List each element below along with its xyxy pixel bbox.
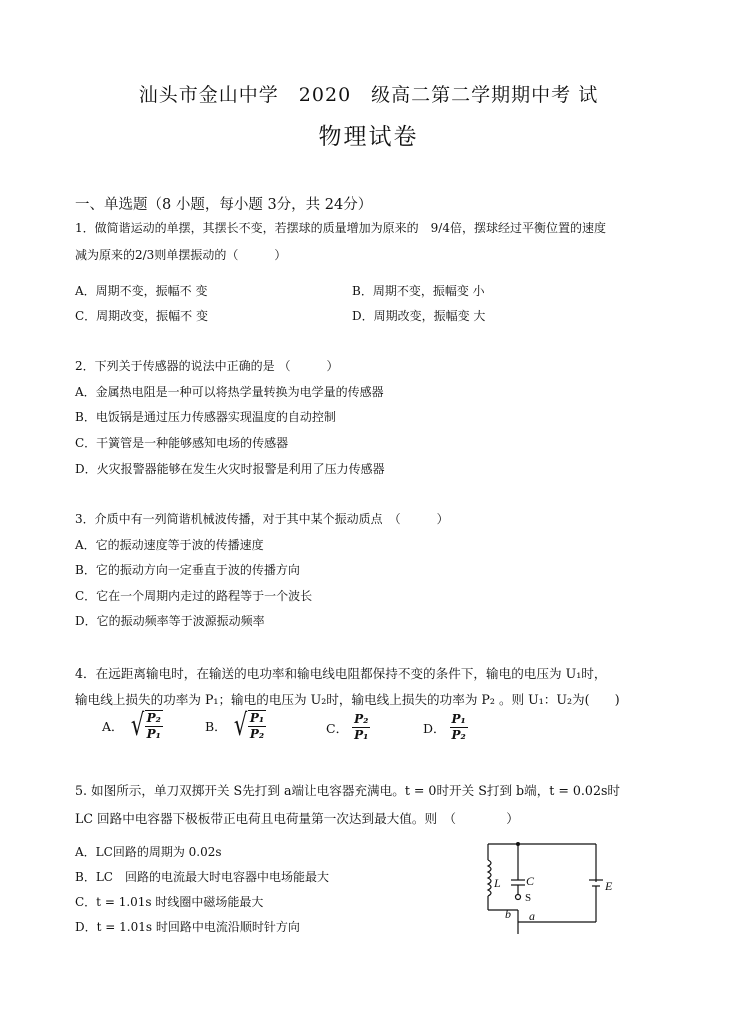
label-S: S (525, 892, 532, 904)
lc-circuit-diagram (478, 838, 618, 938)
q4-c-numerator: P₂ (354, 712, 369, 726)
q4-option-a-label: A． (102, 718, 124, 734)
q2-option-d: D．火灾报警器能够在发生火灾时报警是利用了压力传感器 (75, 462, 385, 476)
q1-stem-line2: 减为原来的2/3则单摆振动的（ ） (75, 248, 287, 262)
q4-option-d (423, 712, 468, 743)
label-L: L (494, 876, 501, 890)
q2-option-a: A．金属热电阻是一种可以将热学量转换为电学量的传感器 (75, 385, 384, 399)
q1-stem-line1: 1．做简谐运动的单摆，其摆长不变，若摆球的质量增加为原来的 9/4倍，摆球经过平衡位置的速度 (75, 221, 606, 235)
q5-option-b: B．LC 回路的电流最大时电容器中电场能最大 (75, 870, 329, 884)
q1-option-b: B．周期不变，振幅变 小 (352, 284, 485, 298)
q3-stem: 3．介质中有一列简谐机械波传播，对于其中某个振动质点 （ ） (75, 512, 449, 526)
label-E: E (605, 879, 613, 893)
q4-stem-line1: 4．在远距离输电时，在输送的电功率和输电线电阻都保持不变的条件下，输电的电压为 U₁时， (75, 666, 607, 681)
q4-option-a (102, 708, 163, 743)
q5-option-c: C．t = 1.01s 时线圈中磁场能最大 (75, 895, 264, 909)
q4-d-denominator: P₂ (451, 728, 466, 742)
q4-option-c (326, 712, 370, 743)
q5-stem-line2: LC 回路中电容器下极板带正电荷且电荷量第一次达到最大值。则 （ ） (75, 811, 519, 826)
q4-c-denominator: P₁ (354, 728, 369, 742)
q4-option-b (205, 708, 266, 743)
label-a: a (529, 909, 535, 923)
exam-title: 汕头市金山中学 2020 级高二第二学期期中考 试 (138, 84, 599, 106)
junction-dot (516, 842, 520, 846)
q5-option-a: A．LC回路的周期为 0.02s (75, 845, 222, 859)
q2-stem: 2．下列关于传感器的说法中正确的是 （ ） (75, 359, 339, 373)
q3-option-a: A．它的振动速度等于波的传播速度 (75, 538, 264, 552)
q4-option-d-label: D． (423, 720, 446, 736)
exam-subtitle: 物理试卷 (318, 124, 419, 150)
q4-option-c-label: C． (326, 720, 349, 736)
q2-option-b: B．电饭锅是通过压力传感器实现温度的自动控制 (75, 410, 336, 424)
sqrt-symbol: √ $\frac{\text{P₁}}{\text{P₂}}$ (233, 708, 265, 743)
q4-d-numerator: P₁ (451, 712, 466, 726)
q4-b-numerator: P₁ (249, 710, 265, 725)
label-C: C (526, 874, 535, 888)
q5-stem-line1: 5. 如图所示，单刀双掷开关 S先打到 a端让电容器充满电。t = 0时开关 S打到 b端，t = 0.02s时 (75, 783, 621, 798)
q5-option-d: D．t = 1.01s 时回路中电流沿顺时针方向 (75, 920, 300, 934)
q1-option-c: C．周期改变，振幅不 变 (75, 309, 208, 323)
q4-a-numerator: P₂ (146, 710, 161, 725)
q4-stem-line2: 输电线上损失的功率为 P₁；输电的电压为 U₂时，输电线上损失的功率为 P₂ 。则 U₁：U₂为( ) (75, 692, 620, 707)
q4-b-denominator: P₂ (249, 726, 265, 741)
q3-option-c: C．它在一个周期内走过的路程等于一个波长 (75, 589, 313, 603)
q4-option-b-label: B． (205, 718, 227, 734)
q1-option-a: A．周期不变，振幅不 变 (75, 284, 208, 298)
q3-option-b: B．它的振动方向一定垂直于波的传播方向 (75, 563, 300, 577)
q4-a-denominator: P₁ (146, 726, 161, 741)
q2-option-c: C．干簧管是一种能够感知电场的传感器 (75, 436, 289, 450)
section-heading: 一、单选题（8 小题，每小题 3分，共 24分） (75, 197, 373, 213)
q3-option-d: D．它的振动频率等于波源振动频率 (75, 614, 265, 628)
label-b: b (505, 907, 511, 921)
q1-option-d: D．周期改变，振幅变 大 (352, 309, 486, 323)
sqrt-symbol: √ $\frac{\text{P₂}}{\text{P₁}}$ (130, 708, 161, 743)
